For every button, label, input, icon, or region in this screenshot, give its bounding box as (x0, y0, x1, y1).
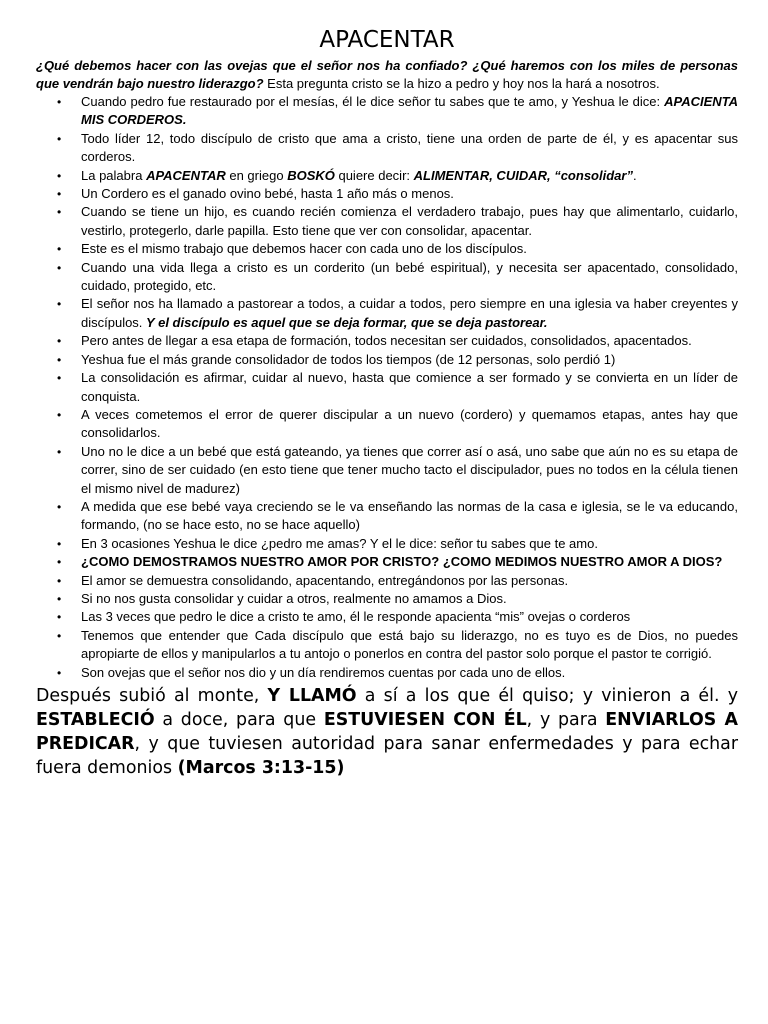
bullet-item (36, 259, 738, 296)
bullet-marker-icon: • (57, 95, 62, 109)
bullet-item (36, 332, 738, 350)
bullet-text: Todo líder 12, todo discípulo de cristo que ama a cristo, tiene una orden de parte de él, y es apacentar sus corderos. (81, 130, 738, 165)
bullet-item (36, 185, 738, 203)
bullet-item (36, 203, 738, 240)
intro-text: Esta pregunta cristo se la hizo a pedro y hoy nos la hará a nosotros. (263, 76, 660, 91)
bullet-marker-icon: • (57, 499, 62, 514)
closing-text-1: Después subió al monte, (36, 686, 268, 706)
bullet-marker-icon: • (57, 242, 62, 257)
bullet-item (36, 535, 738, 553)
bullet-marker-icon: • (57, 260, 62, 275)
bullet-item (36, 498, 738, 535)
closing-text-2: a sí a los que él quiso; y vinieron a él. y (356, 686, 738, 706)
bullet-text: quiere decir: (334, 167, 414, 183)
bullet-item (36, 553, 738, 571)
bullet-text: en griego (225, 167, 288, 183)
bullet-item (36, 608, 738, 626)
bullet-item (36, 627, 738, 664)
bullet-marker-icon: • (57, 628, 62, 643)
bullet-item (36, 590, 738, 608)
bullet-marker-icon: • (57, 168, 62, 183)
bullet-marker-icon: • (57, 407, 62, 422)
intro-question: ¿Qué debemos hacer con las ovejas que el señor nos ha confiado? ¿Qué haremos con los miles de personas que vendrán bajo nuestro liderazgo? (36, 58, 738, 91)
document-page (36, 26, 738, 780)
document-title: APACENTAR (319, 27, 455, 53)
bullet-text: Y el discípulo es aquel que se deja formar, que se deja pastorear. (146, 314, 548, 330)
closing-bold-3: ESTUVIESEN CON ÉL (323, 710, 527, 730)
bullet-text: Un Cordero es el ganado ovino bebé, hasta 1 año más o menos. (81, 186, 454, 202)
bullet-marker-icon: • (57, 444, 62, 459)
bullet-item (36, 406, 738, 443)
bullet-text: Yeshua fue el más grande consolidador de todos los tiempos (de 12 personas, solo perdió 1) (81, 351, 616, 367)
bullet-item (36, 130, 738, 167)
closing-paragraph (36, 684, 738, 780)
bullet-marker-icon: • (57, 334, 62, 349)
bullet-text: A veces cometemos el error de querer discipular a un nuevo (cordero) y quemamos etapas, antes hay que consolidarlos. (81, 406, 738, 441)
bullet-item (36, 369, 738, 406)
closing-bold-1: Y LLAMÓ (267, 686, 357, 706)
intro-paragraph (36, 57, 738, 93)
closing-bold-4: ENVIARLOS A PREDICAR (36, 710, 739, 754)
bullet-text: Pero antes de llegar a esa etapa de formación, todos necesitan ser cuidados, consolidados, apacentados. (81, 333, 692, 349)
bullet-text: Si no nos gusta consolidar y cuidar a otros, realmente no amamos a Dios. (81, 590, 507, 606)
bullet-item (36, 93, 738, 130)
bullet-text: El señor nos ha llamado a pastorear a todos, a cuidar a todos, pero siempre en una iglesia va haber creyentes y discípulos. (81, 296, 738, 330)
bullet-item (36, 572, 738, 590)
bullet-text: Uno no le dice a un bebé que está gateando, ya tienes que correr así o asá, uno sabe que aún no es su etapa de correr, sino de ser cuidado (en esto tiene que tener mucho tacto el discipulador, pues no todos en la célula tienen el mismo nivel de madurez) (81, 443, 738, 496)
bullet-text: La palabra (81, 167, 147, 183)
bullet-marker-icon: • (57, 352, 62, 367)
bullet-item (36, 240, 738, 258)
bullet-text: El amor se demuestra consolidando, apacentando, entregándonos por las personas. (81, 572, 569, 588)
bullet-item (36, 295, 738, 332)
bullet-list (36, 93, 738, 682)
bullet-text: La consolidación es afirmar, cuidar al nuevo, hasta que comience a ser formado y se convierta en un líder de conquista. (81, 370, 738, 404)
bullet-marker-icon: • (57, 187, 62, 202)
bullet-text: ¿COMO DEMOSTRAMOS NUESTRO AMOR POR CRISTO? ¿COMO MEDIMOS NUESTRO AMOR A DIOS? (81, 554, 723, 570)
bullet-text: Este es el mismo trabajo que debemos hacer con cada uno de los discípulos. (81, 241, 527, 257)
bullet-text: A medida que ese bebé vaya creciendo se le va enseñando las normas de la casa e iglesia, se le va educando, formando, (no se hace esto, no se hace aquello) (81, 498, 738, 533)
bullet-item (36, 167, 738, 185)
bullet-text: . (632, 167, 637, 183)
closing-text-3: a doce, para que (154, 710, 324, 730)
closing-bold-2: ESTABLECIÓ (36, 710, 155, 730)
bullet-item (36, 664, 738, 682)
bullet-text: Cuando pedro fue restaurado por el mesías, él le dice señor tu sabes que te amo, y Yeshua le dice: (81, 94, 665, 109)
bullet-text: BOSKÓ (287, 167, 335, 183)
bullet-marker-icon: • (57, 665, 62, 680)
bullet-marker-icon: • (57, 610, 62, 625)
bullet-marker-icon: • (57, 573, 62, 588)
bullet-marker-icon: • (57, 591, 62, 606)
bullet-text: Cuando se tiene un hijo, es cuando recién comienza el verdadero trabajo, pues hay que alimentarlo, cuidarlo, vestirlo, protegerlo, darle papilla. Esto tiene que ver con consolidar, apacentar. (81, 204, 738, 238)
bullet-text: APACENTAR (146, 167, 226, 183)
closing-text-5: , y que tuviesen autoridad para sanar enfermedades y para echar fuera demonios (36, 734, 738, 778)
bullet-text: APACIENTA MIS CORDEROS. (81, 94, 738, 128)
bullet-item (36, 443, 738, 498)
bullet-marker-icon: • (57, 131, 62, 146)
bullet-text: Cuando una vida llega a cristo es un corderito (un bebé espiritual), y necesita ser apacentado, consolidado, cuidado, protegido, etc. (81, 259, 738, 294)
bullet-text: Tenemos que entender que Cada discípulo que está bajo su liderazgo, no es tuyo es de Dios, no puedes apropiarte de ellos y manipularlos a tu antojo o ponerlos en contra del pastor solo porque el pastor te corrigió. (81, 627, 738, 662)
closing-text-4: , y para (526, 710, 606, 730)
bullet-marker-icon: • (57, 555, 62, 570)
bullet-text: Son ovejas que el señor nos dio y un día rendiremos cuentas por cada uno de ellos. (81, 664, 566, 680)
bullet-marker-icon: • (57, 297, 62, 312)
bullet-text: ALIMENTAR, CUIDAR, “consolidar” (413, 167, 633, 183)
bullet-marker-icon: • (57, 205, 62, 220)
bullet-item (36, 351, 738, 369)
bullet-marker-icon: • (57, 371, 62, 386)
bullet-marker-icon: • (57, 536, 62, 551)
bullet-text: En 3 ocasiones Yeshua le dice ¿pedro me amas? Y el le dice: señor tu sabes que te amo. (81, 535, 598, 551)
closing-reference: (Marcos 3:13-15) (177, 758, 345, 778)
bullet-text: Las 3 veces que pedro le dice a cristo te amo, él le responde apacienta “mis” ovejas o corderos (81, 609, 631, 625)
